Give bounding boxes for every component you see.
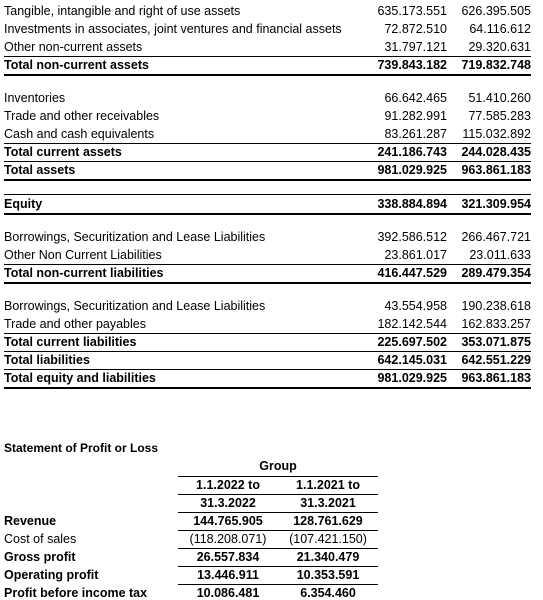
row-label: Inventories <box>4 91 66 105</box>
row-label: Total current assets <box>4 145 122 159</box>
value-2022: 31.797.121 <box>384 40 447 54</box>
row-label: Total liabilities <box>4 353 90 367</box>
value-2021: 321.309.954 <box>461 197 531 211</box>
bs-row-cash <box>4 125 531 143</box>
pl-title: Statement of Profit or Loss <box>4 441 159 455</box>
value-2021: 353.071.875 <box>461 335 531 349</box>
pl-value-2022: 13.446.911 <box>197 568 259 582</box>
pl-col2-header-line1: 1.1.2021 to <box>296 478 360 492</box>
value-2021: 626.395.505 <box>461 4 531 18</box>
bs-row-total-current-liabilities <box>4 333 531 351</box>
value-2021: 51.410.260 <box>468 91 531 105</box>
bs-row-equity <box>4 195 531 213</box>
bs-row-total-current-assets <box>4 143 531 161</box>
rule-line <box>4 213 531 215</box>
value-2021: 115.032.892 <box>462 127 531 141</box>
value-2022: 635.173.551 <box>377 4 447 18</box>
row-label: Borrowings, Securitization and Lease Liabilities <box>4 299 266 313</box>
pl-value-2021: (107.421.150) <box>289 532 367 546</box>
pl-row-label: Operating profit <box>4 568 99 582</box>
pl-row-label: Gross profit <box>4 550 76 564</box>
value-2021: 266.467.721 <box>461 230 531 244</box>
row-label: Trade and other payables <box>4 317 146 331</box>
row-label: Total non-current assets <box>4 58 149 72</box>
bs-row-total-non-current-assets <box>4 56 531 74</box>
value-2021: 23.011.633 <box>469 248 531 262</box>
value-2022: 338.884.894 <box>377 197 447 211</box>
value-2022: 91.282.991 <box>384 109 447 123</box>
bs-row-tangible-assets <box>4 2 531 20</box>
value-2022: 739.843.182 <box>377 58 447 72</box>
value-2021: 64.116.612 <box>469 22 531 36</box>
pl-value-2022: 26.557.834 <box>196 550 260 564</box>
value-2022: 392.586.512 <box>377 230 447 244</box>
rule-line <box>178 548 378 549</box>
bs-row-total-assets <box>4 161 531 179</box>
value-2021: 244.028.435 <box>461 145 531 159</box>
pl-value-2022: 144.765.905 <box>193 514 263 528</box>
bs-row-trade-receivables <box>4 107 531 125</box>
pl-col1-header-line1: 1.1.2022 to <box>196 478 260 492</box>
value-2022: 23.861.017 <box>384 248 447 262</box>
pl-value-2021: 128.761.629 <box>293 514 363 528</box>
value-2022: 182.142.544 <box>377 317 447 331</box>
value-2021: 963.861.183 <box>461 371 531 385</box>
bs-row-investments <box>4 20 531 38</box>
pl-value-2022: (118.208.071) <box>189 532 267 546</box>
pl-row-label: Profit before income tax <box>4 586 148 600</box>
rule-line <box>178 584 378 585</box>
bs-row-trade-payables <box>4 315 531 333</box>
value-2022: 416.447.529 <box>377 266 447 280</box>
pl-row-label: Cost of sales <box>4 532 77 546</box>
pl-value-2021: 10.353.591 <box>296 568 360 582</box>
pl-row-label: Revenue <box>4 514 57 528</box>
rule-line <box>4 179 531 181</box>
rule-line <box>178 476 378 477</box>
row-label: Total non-current liabilities <box>4 266 164 280</box>
rule-line <box>4 74 531 76</box>
value-2022: 83.261.287 <box>384 127 447 141</box>
value-2021: 642.551.229 <box>461 353 531 367</box>
rule-line <box>4 282 531 284</box>
bs-row-other-non-current-liabilities <box>4 246 531 264</box>
value-2022: 72.872.510 <box>384 22 447 36</box>
row-label: Other non-current assets <box>4 40 143 54</box>
row-label: Investments in associates, joint ventures and financial assets <box>4 22 342 36</box>
value-2021: 29.320.631 <box>468 40 531 54</box>
value-2021: 190.238.618 <box>461 299 531 313</box>
row-label: Trade and other receivables <box>4 109 160 123</box>
value-2022: 66.642.465 <box>384 91 447 105</box>
row-label: Tangible, intangible and right of use assets <box>4 4 241 18</box>
value-2021: 963.861.183 <box>461 163 531 177</box>
pl-value-2021: 6.354.460 <box>300 586 356 600</box>
bs-row-total-liabilities <box>4 351 531 369</box>
rule-line <box>178 494 378 495</box>
value-2022: 225.697.502 <box>377 335 447 349</box>
row-label: Borrowings, Securitization and Lease Liabilities <box>4 230 266 244</box>
bs-row-total-non-current-liabilities <box>4 264 531 282</box>
row-label: Equity <box>4 197 43 211</box>
bs-row-other-non-current-assets <box>4 38 531 56</box>
bs-row-borrowings-current <box>4 297 531 315</box>
row-label: Total assets <box>4 163 76 177</box>
row-label: Cash and cash equivalents <box>4 127 155 141</box>
bs-row-borrowings-non-current <box>4 228 531 246</box>
value-2021: 289.479.354 <box>461 266 531 280</box>
rule-line <box>178 530 378 531</box>
rule-line <box>178 512 378 513</box>
rule-line <box>178 566 378 567</box>
value-2021: 719.832.748 <box>461 58 531 72</box>
value-2022: 981.029.925 <box>377 371 447 385</box>
value-2021: 162.833.257 <box>461 317 531 331</box>
value-2022: 642.145.031 <box>377 353 447 367</box>
pl-value-2022: 10.086.481 <box>196 586 260 600</box>
value-2021: 77.585.283 <box>468 109 531 123</box>
pl-col1-header-line2: 31.3.2022 <box>200 496 256 510</box>
rule-line <box>4 387 531 389</box>
bs-row-total-equity-and-liabilities <box>4 369 531 387</box>
pl-group-label: Group <box>259 459 297 473</box>
row-label: Other Non Current Liabilities <box>4 248 162 262</box>
bs-row-inventories <box>4 89 531 107</box>
value-2022: 43.554.958 <box>384 299 447 313</box>
value-2022: 981.029.925 <box>377 163 447 177</box>
value-2022: 241.186.743 <box>377 145 447 159</box>
row-label: Total equity and liabilities <box>4 371 156 385</box>
pl-value-2021: 21.340.479 <box>296 550 360 564</box>
pl-col2-header-line2: 31.3.2021 <box>300 496 356 510</box>
row-label: Total current liabilities <box>4 335 137 349</box>
